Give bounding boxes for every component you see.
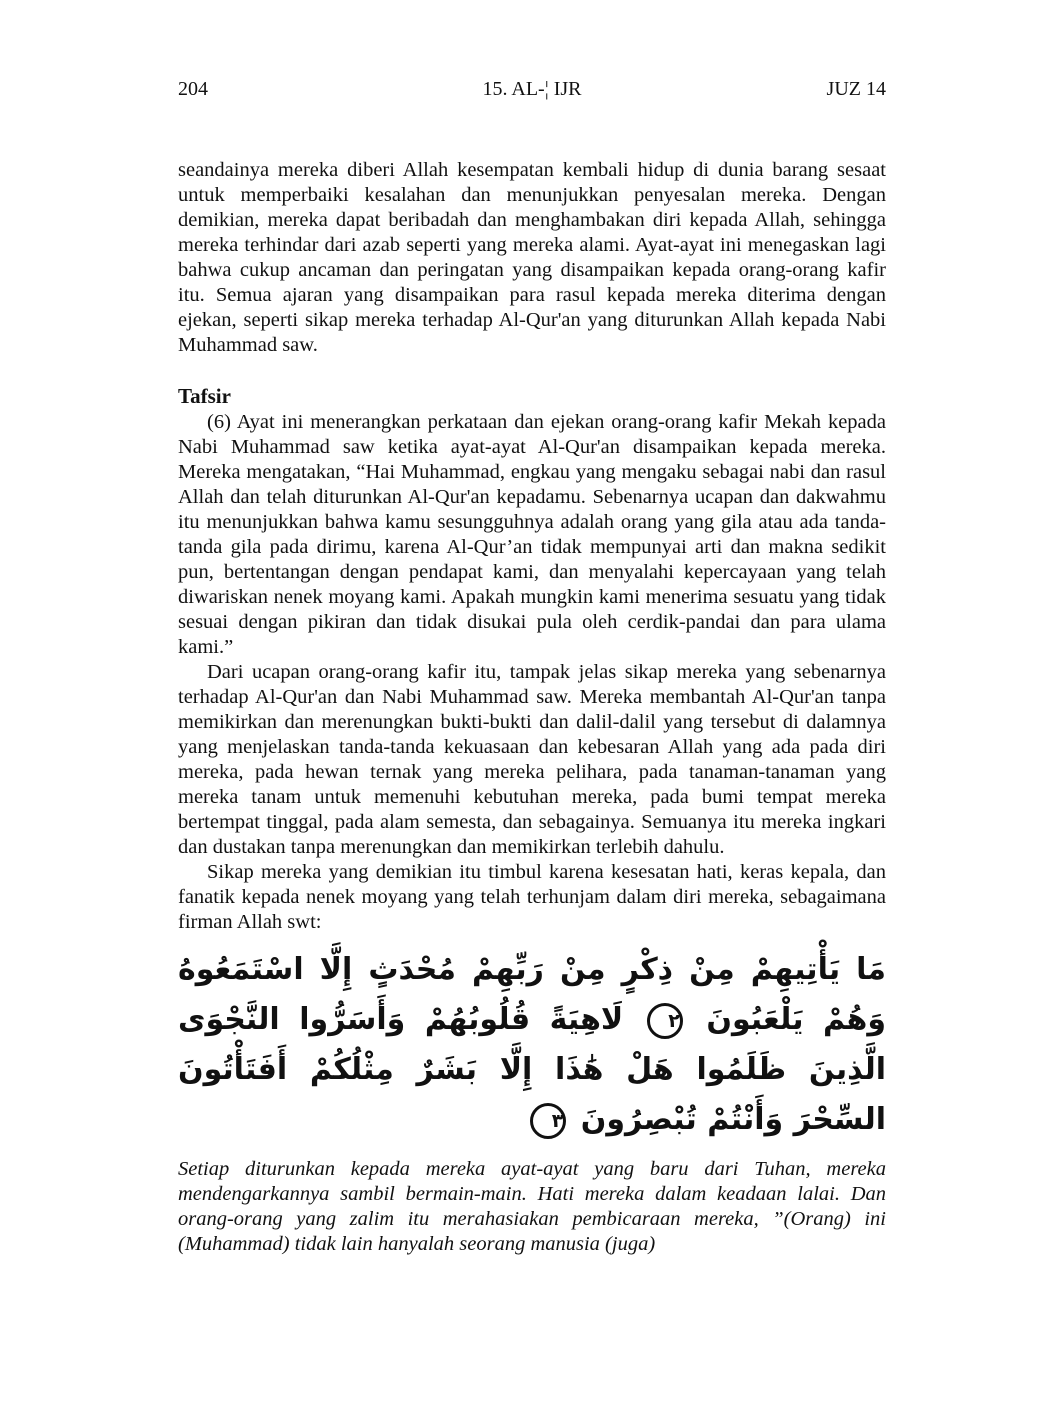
arabic-verse-2: مَا يَأْتِيهِمْ مِنْ ذِكْرٍ مِنْ رَبِّهِمْ مُحْدَثٍ إِلَّا اسْتَمَعُوهُ وَهُمْ يَلْعَبُونَ [178, 952, 886, 1037]
arabic-verse-3: لَاهِيَةً قُلُوبُهُمْ وَأَسَرُّوا النَّجْوَى الَّذِينَ ظَلَمُوا هَلْ هَٰذَا إِلَّا بَشَرٌ مِثْلُكُمْ أَفَتَأْتُونَ السِّحْرَ وَأَنْتُمْ تُبْصِرُونَ [178, 1002, 886, 1137]
intro-paragraph: seandainya mereka diberi Allah kesempatan kembali hidup di dunia barang sesaat untuk memperbaiki kesalahan dan menunjukkan penyesalan mereka. Dengan demikian, mereka dapat beribadah dan menghambakan diri kepada Allah, sehingga mereka terhindar dari azab seperti yang mereka alami. Ayat-ayat ini menegaskan lagi bahwa cukup ancaman dan peringatan yang disampaikan kepada orang-orang kafir itu. Semua ajaran yang disampaikan para rasul kepada mereka diterima dengan ejekan, seperti sikap mereka terhadap Al-Qur'an yang diturunkan Allah kepada Nabi Muhammad saw. [178, 159, 886, 356]
ayah-number-3: ٣ [530, 1103, 566, 1139]
surah-title: 15. AL-¦ IJR [482, 78, 582, 100]
tafsir-heading: Tafsir [178, 384, 231, 408]
page-number: 204 [178, 78, 208, 100]
juz-label: JUZ 14 [826, 78, 886, 100]
tafsir-paragraph-2: Dari ucapan orang-orang kafir itu, tampak jelas sikap mereka yang sebenarnya terhadap Al-Qur'an dan Nabi Muhammad saw. Mereka membantah Al-Qur'an tanpa memikirkan dan merenungkan bukti-bukti dan dalil-dalil yang tersebut di dalamnya yang menjelaskan tanda-tanda kekuasaan dan kebesaran Allah yang ada pada diri mereka, pada hewan ternak yang mereka pelihara, pada tanaman-tanaman yang mereka tanam untuk memenuhi kebutuhan mereka, pada bumi tempat mereka bertempat tinggal, pada alam semesta, dan sebagainya. Semuanya itu mereka ingkari dan dustakan tanpa merenungkan dan memikirkan terlebih dahulu. [178, 661, 886, 858]
page-body [178, 158, 886, 1257]
verse-translation: Setiap diturunkan kepada mereka ayat-ayat yang baru dari Tuhan, mereka mendengarkannya sambil bermain-main. Hati mereka dalam keadaan lalai. Dan orang-orang yang zalim itu merahasiakan pembicaraan mereka, ”(Orang) ini (Muhammad) tidak lain hanyalah seorang manusia (juga) [178, 1158, 886, 1255]
page-header [178, 74, 886, 104]
tafsir-paragraph-3: Sikap mereka yang demikian itu timbul karena kesesatan hati, keras kepala, dan fanatik kepada nenek moyang yang telah terhunjam dalam diri mereka, sebagaimana firman Allah swt: [178, 861, 886, 933]
ayah-number-2: ٢ [647, 1003, 683, 1039]
arabic-verse-block [178, 945, 886, 1145]
tafsir-paragraph-1: (6) Ayat ini menerangkan perkataan dan ejekan orang-orang kafir Mekah kepada Nabi Muhammad saw ketika ayat-ayat Al-Qur'an disampaikan kepada mereka. Mereka mengatakan, “Hai Muhammad, engkau yang mengaku sebagai nabi dan rasul Allah dan telah diturunkan Al-Qur'an kepadamu. Sebenarnya ucapan dan dakwahmu itu menunjukkan bahwa kamu sesungguhnya adalah orang yang gila atau ada tanda-tanda gila pada dirimu, karena Al-Qur’an tidak mempunyai arti dan makna sedikit pun, bertentangan dengan pendapat kami, dan menyalahi kepercayaan yang telah diwariskan nenek moyang kami. Apakah mungkin kami menerima sesuatu yang tidak sesuai dengan pikiran dan tidak disukai pula oleh cerdik-pandai dan para ulama kami.” [178, 411, 886, 658]
